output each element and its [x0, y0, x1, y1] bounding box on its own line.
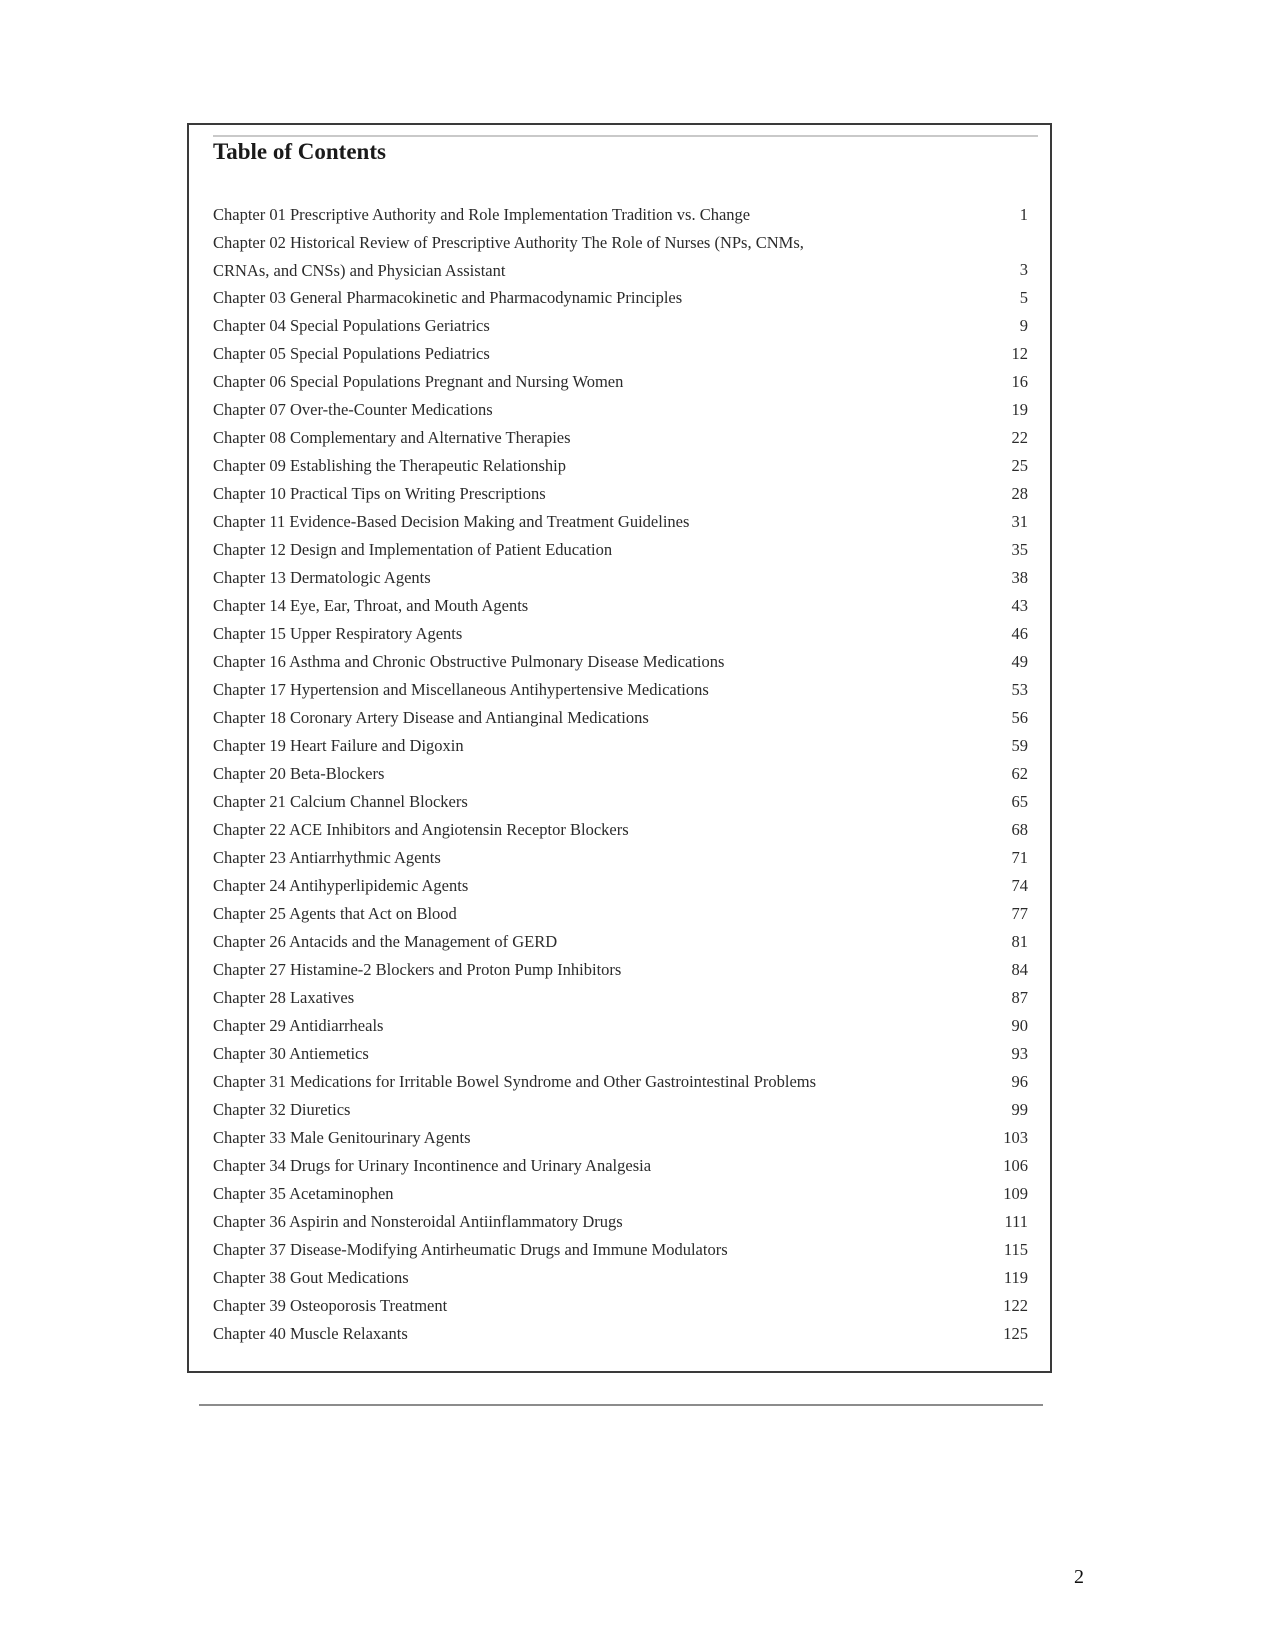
toc-entry: [213, 1208, 1028, 1236]
toc-entry: [213, 872, 1028, 900]
toc-entry-title-line: Chapter 22 ACE Inhibitors and Angiotensin Receptor Blockers: [213, 820, 629, 839]
toc-entry-page: 99: [1011, 1100, 1028, 1119]
toc-entry-title-line: Chapter 09 Establishing the Therapeutic Relationship: [213, 456, 566, 475]
toc-entry-page: 65: [1011, 792, 1028, 811]
toc-entry-title: [213, 1292, 988, 1320]
toc-entry-title: [213, 872, 988, 900]
toc-entry-page: 9: [1019, 316, 1028, 335]
toc-entry-title-line: Chapter 28 Laxatives: [213, 988, 355, 1007]
toc-entry-page: 71: [1011, 848, 1028, 867]
toc-entry: [213, 340, 1028, 368]
toc-entry-title-line: Chapter 29 Antidiarrheals: [213, 1016, 384, 1035]
toc-entry-title-line: Chapter 02 Historical Review of Prescriptive Authority The Role of Nurses (NPs, CNMs,: [213, 233, 804, 252]
toc-entry: [213, 1264, 1028, 1292]
toc-entry-title-line: Chapter 17 Hypertension and Miscellaneous Antihypertensive Medications: [213, 680, 709, 699]
toc-entry-page: 115: [1003, 1240, 1028, 1259]
toc-entry-page: 77: [1011, 904, 1028, 923]
toc-entry: [213, 676, 1028, 704]
toc-entry-title: [213, 284, 988, 312]
toc-entry-title-line: Chapter 32 Diuretics: [213, 1100, 351, 1119]
toc-entry-title-line: Chapter 39 Osteoporosis Treatment: [213, 1296, 448, 1315]
toc-entry-title: [213, 229, 988, 284]
toc-entry-page: 59: [1011, 736, 1028, 755]
toc-entry-page: 3: [1019, 260, 1028, 279]
toc-entry: [213, 1068, 1028, 1096]
toc-entry-title-line: Chapter 37 Disease-Modifying Antirheumatic Drugs and Immune Modulators: [213, 1240, 728, 1259]
toc-entry-title: [213, 1040, 988, 1068]
toc-entry: [213, 704, 1028, 732]
toc-entry-page: 106: [1003, 1156, 1028, 1175]
toc-entry: [213, 508, 1028, 536]
toc-entry: [213, 480, 1028, 508]
toc-entry: [213, 284, 1028, 312]
toc-entry-title-line: Chapter 10 Practical Tips on Writing Prescriptions: [213, 484, 546, 503]
toc-entry: [213, 312, 1028, 340]
toc-entry-title: [213, 1180, 988, 1208]
toc-entry-page: 96: [1011, 1072, 1028, 1091]
toc-entry: [213, 564, 1028, 592]
toc-entry-title-line: Chapter 27 Histamine-2 Blockers and Proton Pump Inhibitors: [213, 960, 622, 979]
toc-entry-title-line: Chapter 31 Medications for Irritable Bowel Syndrome and Other Gastrointestinal Problems: [213, 1072, 817, 1091]
toc-entry-title: [213, 1264, 988, 1292]
toc-entry-title-line: Chapter 21 Calcium Channel Blockers: [213, 792, 468, 811]
toc-entry-page: 12: [1011, 344, 1028, 363]
toc-entry: [213, 1124, 1028, 1152]
toc-entry-title: [213, 1320, 988, 1348]
toc-entry-title-line: Chapter 14 Eye, Ear, Throat, and Mouth Agents: [213, 596, 529, 615]
toc-list: [213, 201, 1028, 1348]
toc-entry-page: 62: [1011, 764, 1028, 783]
toc-entry-title: [213, 508, 988, 536]
toc-entry: [213, 536, 1028, 564]
toc-entry-title: [213, 312, 988, 340]
toc-entry-title: [213, 788, 988, 816]
toc-entry-title-line: Chapter 18 Coronary Artery Disease and Antianginal Medications: [213, 708, 649, 727]
toc-entry-title-line: Chapter 30 Antiemetics: [213, 1044, 369, 1063]
toc-entry: [213, 760, 1028, 788]
bottom-rule: [199, 1404, 1043, 1406]
toc-entry-title-line: Chapter 24 Antihyperlipidemic Agents: [213, 876, 469, 895]
toc-entry: [213, 368, 1028, 396]
toc-entry-page: 1: [1019, 205, 1028, 224]
toc-entry-title: [213, 676, 988, 704]
toc-entry-title: [213, 480, 988, 508]
toc-entry-title: [213, 928, 988, 956]
toc-entry-title: [213, 1096, 988, 1124]
toc-entry-title: [213, 956, 988, 984]
toc-entry-title: [213, 1068, 988, 1096]
toc-title: Table of Contents: [213, 139, 386, 164]
toc-entry-title: [213, 704, 988, 732]
toc-entry-page: 5: [1019, 288, 1028, 307]
toc-entry-title-line: Chapter 03 General Pharmacokinetic and Pharmacodynamic Principles: [213, 288, 683, 307]
toc-entry-title-line: Chapter 40 Muscle Relaxants: [213, 1324, 408, 1343]
toc-entry-title-line: Chapter 01 Prescriptive Authority and Role Implementation Tradition vs. Change: [213, 205, 751, 224]
toc-entry-title: [213, 396, 988, 424]
toc-entry: [213, 816, 1028, 844]
toc-entry: [213, 452, 1028, 480]
toc-entry-title: [213, 1152, 988, 1180]
toc-entry-page: 68: [1011, 820, 1028, 839]
toc-entry-title-line: Chapter 05 Special Populations Pediatrics: [213, 344, 490, 363]
toc-entry-title-line: Chapter 07 Over-the-Counter Medications: [213, 400, 493, 419]
toc-entry-title: [213, 1236, 988, 1264]
toc-entry-title: [213, 984, 988, 1012]
toc-entry: [213, 1320, 1028, 1348]
toc-entry: [213, 788, 1028, 816]
toc-entry-title-line: Chapter 06 Special Populations Pregnant and Nursing Women: [213, 372, 624, 391]
toc-entry: [213, 900, 1028, 928]
toc-entry: [213, 648, 1028, 676]
toc-entry: [213, 928, 1028, 956]
toc-entry: [213, 1040, 1028, 1068]
toc-entry-page: 103: [1003, 1128, 1028, 1147]
toc-entry: [213, 844, 1028, 872]
toc-entry-page: 22: [1011, 428, 1028, 447]
toc-entry-title: [213, 844, 988, 872]
toc-entry-title: [213, 1208, 988, 1236]
toc-entry-page: 111: [1004, 1212, 1028, 1231]
toc-entry-title-line: Chapter 34 Drugs for Urinary Incontinence and Urinary Analgesia: [213, 1156, 652, 1175]
toc-entry-page: 84: [1011, 960, 1028, 979]
toc-entry: [213, 396, 1028, 424]
toc-entry: [213, 592, 1028, 620]
toc-entry-title: [213, 592, 988, 620]
toc-entry-page: 43: [1011, 596, 1028, 615]
toc-entry: [213, 732, 1028, 760]
toc-entry-title: [213, 452, 988, 480]
toc-entry: [213, 620, 1028, 648]
toc-entry-title: [213, 620, 988, 648]
toc-entry-title: [213, 424, 988, 452]
toc-entry-title-line: Chapter 15 Upper Respiratory Agents: [213, 624, 463, 643]
toc-entry-page: 16: [1011, 372, 1028, 391]
title-top-rule: [213, 135, 1038, 137]
toc-entry-page: 74: [1011, 876, 1028, 895]
toc-entry-page: 38: [1011, 568, 1028, 587]
toc-entry-title-line: Chapter 20 Beta-Blockers: [213, 764, 385, 783]
toc-entry-page: 35: [1011, 540, 1028, 559]
toc-entry-title: [213, 1012, 988, 1040]
toc-entry-title: [213, 648, 988, 676]
toc-entry-page: 87: [1011, 988, 1028, 1007]
toc-entry-title-line: Chapter 23 Antiarrhythmic Agents: [213, 848, 441, 867]
toc-entry-page: 46: [1011, 624, 1028, 643]
toc-entry-page: 31: [1011, 512, 1028, 531]
toc-entry-title: [213, 1124, 988, 1152]
toc-entry-title-line: CRNAs, and CNSs) and Physician Assistant: [213, 260, 506, 280]
toc-entry-page: 93: [1011, 1044, 1028, 1063]
toc-entry-title: [213, 816, 988, 844]
toc-entry-page: 25: [1011, 456, 1028, 475]
toc-entry-title-line: Chapter 19 Heart Failure and Digoxin: [213, 736, 464, 755]
toc-entry-title-line: Chapter 12 Design and Implementation of Patient Education: [213, 540, 613, 559]
toc-entry-title-line: Chapter 35 Acetaminophen: [213, 1184, 394, 1203]
toc-entry-title: [213, 368, 988, 396]
toc-entry: [213, 984, 1028, 1012]
toc-entry: [213, 424, 1028, 452]
toc-entry: [213, 1292, 1028, 1320]
toc-entry-title: [213, 536, 988, 564]
toc-entry: [213, 1096, 1028, 1124]
toc-entry-title-line: Chapter 26 Antacids and the Management of GERD: [213, 932, 558, 951]
toc-entry: [213, 1180, 1028, 1208]
toc-entry-page: 122: [1003, 1296, 1028, 1315]
toc-entry-title-line: Chapter 11 Evidence-Based Decision Making and Treatment Guidelines: [213, 512, 690, 531]
toc-entry-page: 109: [1003, 1184, 1028, 1203]
toc-entry-title: [213, 340, 988, 368]
table-of-contents-box: [187, 123, 1052, 1373]
toc-entry-page: 49: [1011, 652, 1028, 671]
toc-entry-title-line: Chapter 33 Male Genitourinary Agents: [213, 1128, 471, 1147]
toc-entry: [213, 1152, 1028, 1180]
toc-entry-page: 19: [1011, 400, 1028, 419]
toc-entry-title: [213, 760, 988, 788]
toc-entry-page: 90: [1011, 1016, 1028, 1035]
toc-entry-title-line: Chapter 38 Gout Medications: [213, 1268, 409, 1287]
toc-entry-title-line: Chapter 04 Special Populations Geriatrics: [213, 316, 490, 335]
toc-entry-title: [213, 201, 988, 229]
toc-entry-page: 125: [1003, 1324, 1028, 1343]
toc-entry-page: 119: [1003, 1268, 1028, 1287]
toc-entry-page: 81: [1011, 932, 1028, 951]
toc-entry-title-line: Chapter 16 Asthma and Chronic Obstructive Pulmonary Disease Medications: [213, 652, 725, 671]
toc-entry-title: [213, 732, 988, 760]
toc-entry-title: [213, 900, 988, 928]
toc-entry: [213, 956, 1028, 984]
toc-entry: [213, 1236, 1028, 1264]
toc-entry-page: 53: [1011, 680, 1028, 699]
toc-entry: [213, 201, 1028, 229]
toc-entry: [213, 1012, 1028, 1040]
toc-entry-title-line: Chapter 36 Aspirin and Nonsteroidal Antiinflammatory Drugs: [213, 1212, 623, 1231]
toc-entry-title-line: Chapter 08 Complementary and Alternative Therapies: [213, 428, 571, 447]
page-number: 2: [1074, 1566, 1084, 1588]
toc-entry-page: 28: [1011, 484, 1028, 503]
toc-entry: [213, 229, 1028, 284]
toc-entry-title-line: Chapter 25 Agents that Act on Blood: [213, 904, 457, 923]
toc-entry-title: [213, 564, 988, 592]
toc-entry-page: 56: [1011, 708, 1028, 727]
toc-entry-title-line: Chapter 13 Dermatologic Agents: [213, 568, 431, 587]
